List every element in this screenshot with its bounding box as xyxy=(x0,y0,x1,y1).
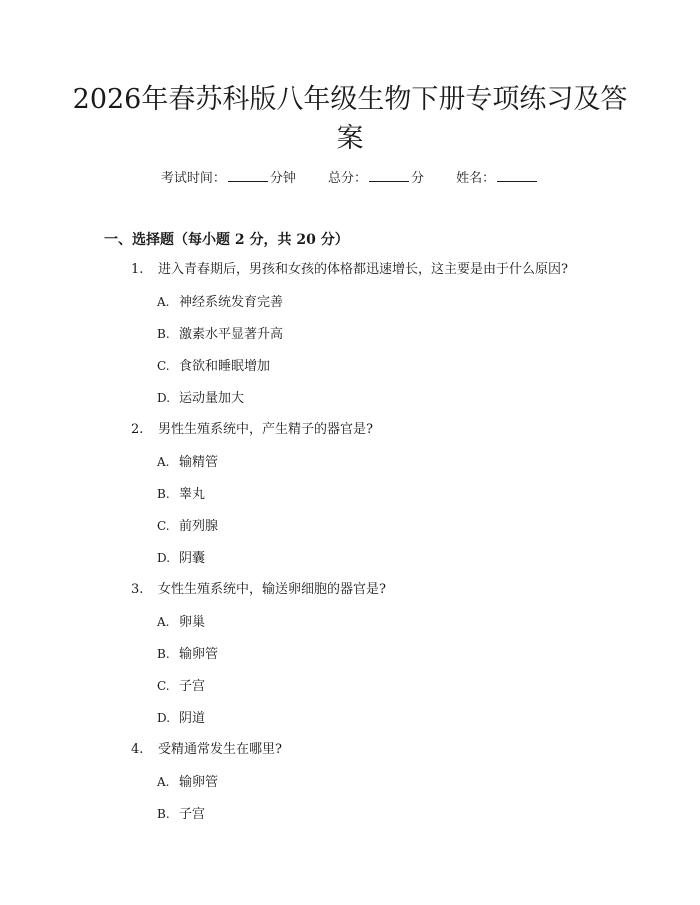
question-2-option-d xyxy=(157,548,205,569)
question-1-option-a xyxy=(157,292,283,313)
option-text: 食欲和睡眠增加 xyxy=(179,359,271,374)
option-letter: B. xyxy=(157,647,170,661)
name-label: 姓名： xyxy=(456,171,496,186)
option-letter: A. xyxy=(157,775,170,789)
name-blank xyxy=(497,168,537,182)
question-number: 4. xyxy=(131,742,144,757)
question-3-option-b xyxy=(157,644,218,665)
option-text: 输卵管 xyxy=(179,775,219,790)
section-title: 一、选择题（每小题 2 分，共 20 分） xyxy=(104,232,349,248)
option-text: 子宫 xyxy=(179,679,206,694)
option-text: 阴囊 xyxy=(179,551,206,566)
score-field xyxy=(328,168,424,189)
score-blank xyxy=(369,168,409,182)
option-text: 神经系统发育完善 xyxy=(179,295,284,310)
option-letter: A. xyxy=(157,295,170,309)
option-text: 激素水平显著升高 xyxy=(179,327,284,342)
option-letter: D. xyxy=(157,551,171,565)
option-letter: A. xyxy=(157,455,170,469)
question-text: 男性生殖系统中，产生精子的器官是? xyxy=(158,422,373,437)
option-letter: B. xyxy=(157,327,170,341)
question-text: 受精通常发生在哪里? xyxy=(158,742,282,757)
option-text: 子宫 xyxy=(179,807,206,822)
option-text: 前列腺 xyxy=(179,519,219,534)
question-3 xyxy=(131,580,651,600)
option-letter: D. xyxy=(157,711,171,725)
question-text: 进入青春期后，男孩和女孩的体格都迅速增长，这主要是由于什么原因? xyxy=(158,262,568,277)
option-letter: C. xyxy=(157,519,170,533)
option-text: 睾丸 xyxy=(179,487,206,502)
option-letter: A. xyxy=(157,615,170,629)
question-4 xyxy=(131,740,651,760)
option-letter: B. xyxy=(157,487,170,501)
document-title: 2026年春苏科版八年级生物下册专项练习及答案 xyxy=(72,84,628,154)
time-blank xyxy=(228,168,268,182)
question-2-option-b xyxy=(157,484,205,505)
option-text: 输精管 xyxy=(179,455,219,470)
time-label: 考试时间： xyxy=(160,171,226,186)
exam-meta-line xyxy=(0,168,700,189)
question-number: 2. xyxy=(131,422,144,437)
question-2-option-c xyxy=(157,516,218,537)
question-number: 3. xyxy=(131,582,144,597)
score-label: 总分： xyxy=(327,171,367,186)
question-3-option-c xyxy=(157,676,205,697)
option-letter: B. xyxy=(157,807,170,821)
question-4-option-b xyxy=(157,804,205,825)
question-3-option-a xyxy=(157,612,205,633)
question-2-option-a xyxy=(157,452,218,473)
option-text: 卵巢 xyxy=(179,615,206,630)
option-letter: C. xyxy=(157,679,170,693)
question-3-option-d xyxy=(157,708,205,729)
option-letter: C. xyxy=(157,359,170,373)
option-text: 阴道 xyxy=(179,711,206,726)
option-text: 运动量加大 xyxy=(179,391,245,406)
score-unit: 分 xyxy=(411,171,425,186)
question-1-option-b xyxy=(157,324,283,345)
question-text: 女性生殖系统中，输送卵细胞的器官是? xyxy=(158,582,386,597)
question-number: 1. xyxy=(131,262,144,277)
name-field xyxy=(456,168,539,189)
question-4-option-a xyxy=(157,772,218,793)
question-1-option-d xyxy=(157,388,244,409)
question-1-option-c xyxy=(157,356,270,377)
time-unit: 分钟 xyxy=(269,171,296,186)
question-1 xyxy=(131,260,651,280)
option-letter: D. xyxy=(157,391,171,405)
time-field xyxy=(161,168,296,189)
question-2 xyxy=(131,420,651,440)
option-text: 输卵管 xyxy=(179,647,219,662)
